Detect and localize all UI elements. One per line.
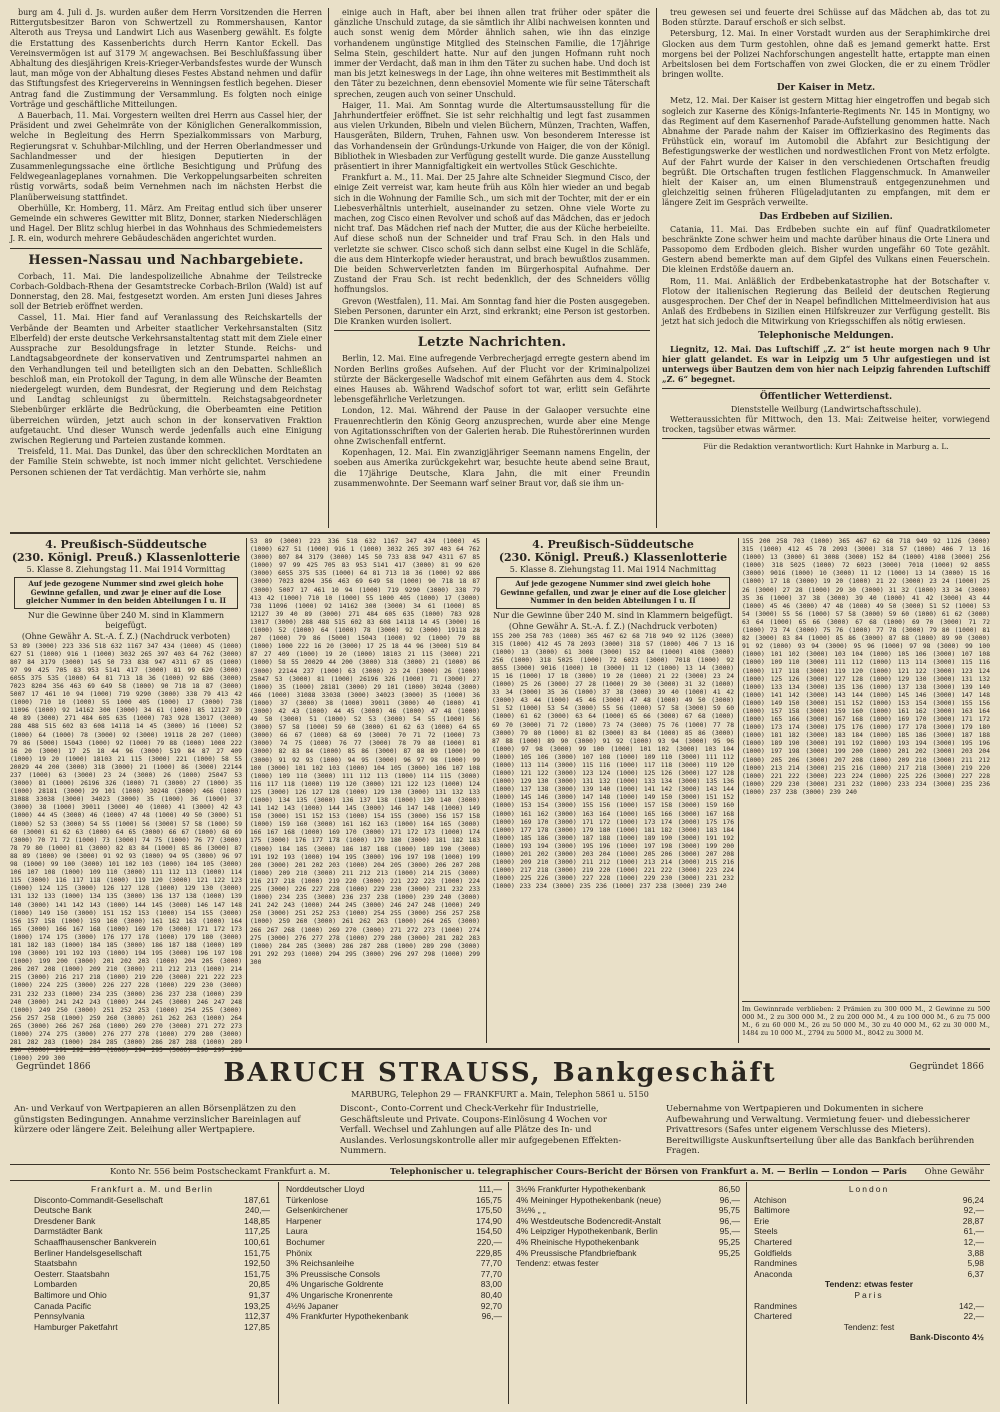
article-paragraph: London, 12. Mai. Während der Pause in der Galaoper versuchte eine Frauenrechtlerin den König Georg anzusprechen, wurde aber eine Menge von Agitationsschriften von der Galerien herab. Die Ruhestörerinnen wurden ohne Zwischenfall entfernt.: [334, 406, 650, 446]
column-divider: [656, 8, 657, 528]
quote-name: Tendenz: etwas fester: [516, 1258, 599, 1269]
quote-row: [516, 1195, 740, 1206]
column-2: [334, 8, 650, 528]
quote-value: 174,90: [476, 1215, 502, 1226]
lottery-right-col2: [742, 538, 990, 1043]
subheadline: Das Erdbeben auf Sizilien.: [759, 211, 893, 222]
bank-advertisement: [10, 1058, 990, 1100]
quote-value: 86,50: [718, 1184, 740, 1194]
lottery-left: [10, 538, 480, 1063]
quote-row: [286, 1195, 502, 1206]
quote-name: Laura: [286, 1226, 308, 1237]
quote-name: 4% Ungarische Goldrente: [286, 1279, 384, 1290]
quote-name: Erie: [754, 1215, 770, 1226]
article-paragraph: Liegnitz, 12. Mai. Das Luftschiff „Z. 2“ ist heute morgen nach 9 Uhr hier glatt gelandet. Es war in Leipzig um 5 Uhr aufgestiegen und ist unterwegs über Bautzen dem von hier nach Leipzig fahrenden Luftschiff „Z. 6“ begegnet.: [662, 343, 990, 385]
quote-name: 4% Rheinische Hypothekenbank: [516, 1236, 639, 1247]
quote-name: 3½% Frankfurter Hypothekenbank: [516, 1184, 646, 1194]
quote-value: 95,25: [718, 1247, 740, 1258]
quotes-london-paris: [754, 1184, 984, 1343]
quote-row: [286, 1184, 502, 1195]
lottery-drawing-info: 5. Klasse 8. Ziehungstag 11. Mai 1914 Vormittag: [26, 565, 226, 574]
quote-value: 127,85: [244, 1321, 270, 1332]
quote-value: 154,50: [476, 1226, 502, 1237]
quote-name: Randmines: [754, 1300, 797, 1311]
divider: [662, 388, 990, 389]
quote-row: [286, 1248, 502, 1259]
quote-name: 4% Westdeutsche Bodencredit-Anstalt: [516, 1215, 661, 1226]
article-paragraph: einige auch in Haft, aber bei ihnen allen trat früher oder später die gänzliche Unschuld zutage, da sie sämtlich ihr Alibi nachweisen konnten und auch sonst wenig dem Mörder ähnlich sahen, wie ihn das einzige vorhandenem ungünstige Mitglied des Steinschen Familie, die 17jährige Selma Stein, geschildert hatte. Nur auf den jungen Hofmann ruht noch immer der Verdacht, daß man in ihm den Täter zu suchen habe. Und doch ist man bis jetzt keineswegs in der Lage, ihn ohne weiteres mit Bestimmtheit als den Täter zu bezeichnen, denn ebensoviel Momente wie für seine Täterschaft sprechen, zeugen auch von seiner Unschuld.: [334, 8, 650, 99]
quote-value: 112,37: [244, 1311, 270, 1322]
quote-name: Anaconda: [754, 1268, 793, 1279]
founded-left: Gegründet 1866: [16, 1062, 91, 1072]
quote-row: [34, 1258, 270, 1269]
quotes-header: Frankfurt a. M. und Berlin: [91, 1184, 213, 1194]
column-divider: [508, 1182, 509, 1404]
divider: [662, 438, 990, 439]
quote-value: 187,61: [244, 1194, 270, 1205]
course-report-title: Telephonischer u. telegraphischer Cours-Bericht der Börsen von Frankfurt a. M. — Berlin — London — Paris: [390, 1167, 907, 1177]
quote-value: 12,—: [963, 1236, 984, 1247]
quote-name: Darmstädter Bank: [34, 1226, 103, 1237]
article-paragraph: Cassel, 11. Mai. Hier fand auf Veranlassung des Reichskartells der Verbände der Beamten und Arbeiter staatlicher Verkehrsanstalten (Sitz Elberfeld) der erste deutsche Verkehrsanstaltentag statt mit dem Ziele einer Aussprache zur Besoldungsfrage in letzter Stunde. Reichs- und Landtagsabgeordnete der konservativen und Zentrumspartei nahmen an den Verhandlungen teil und beteiligten sich an den Debatten. Schließlich beschloß man, ein Protokoll der Tagung, in dem alle Wünsche der Beamten niedergelegt wurden, dem Bundesrat, der Regierung und dem Reichstag und Landtag schleunigst zu übermitteln. Reichstagsabgeordneter Siebenbürger erklärte die Bedrückung, die Oberbeamten eine Petition überreichen würden, jetzt auch schon in der konservativen Fraktion aufgetaucht. Und dieser Wunsch werde jedenfalls auch eine Einigung zwischen Regierung und Parteien zustande kommen.: [10, 313, 322, 445]
quotes-list: [286, 1184, 502, 1322]
article-paragraph: Grevon (Westfalen), 11. Mai. Am Sonntag fand hier die Posten ausgegeben. Sieben Personen, darunter ein Arzt, sind erkrankt; eine Person ist gestorben. Die Kranken wurden isoliert.: [334, 296, 650, 327]
divider: [334, 330, 650, 331]
paris-header: Paris: [854, 1289, 884, 1300]
quote-name: Deutsche Bank: [34, 1205, 92, 1216]
quotes-list: [754, 1195, 984, 1280]
quote-value: 77,70: [480, 1258, 502, 1269]
quote-row: [34, 1322, 270, 1333]
quote-row: [286, 1269, 502, 1280]
quote-name: Türkenlose: [286, 1194, 329, 1205]
article-paragraph: treu gewesen sei und feuerte drei Schüsse auf das Mädchen ab, das tot zu Boden stürzte. Darauf erschoß er sich selbst.: [662, 8, 990, 28]
quote-name: 4% Ungarische Kronenrente: [286, 1289, 393, 1300]
lottery-numbers: 53 89 (3000) 223 336 518 632 1167 347 434 (1000) 45 (1000) 627 51 (1000) 916 1 (1000) 3032 265 397 403 64 762 (3000) 807 84 3179 (3000) 145 50 733 838 947 4311 67 85 (1000) 97 99 425 705 83 953 5141 417 (3000) 81 99 620 (3000) 6055 375 535 (1000) 64 81 713 18 36 (1000) 92 886 (3000) 7023 8204 356 463 69 649 58 (1000) 90 718 18 87 (3000) 5007 17 461 10 94 (1000) 719 9290 (3000) 338 79 413 42 (1000) 710 10 (1000) 55 1000 405 (1000) 17 (3000) 738 11096 (1000) 92 14162 300 (3000) 34 61 (1000) 85 12127 39 40 89 (3000) 271 484 605 635 (1000) 783 928 13017 (3000) 288 488 515 602 83 608 14118 14 45 (3000) 16 (1000) 52 (1000) 64 (1000) 78 (3000) 92 (3000) 19118 28 207 (1000) 79 86 (5000) 15043 (1000) 92 (1000) 79 88 (1000) 1000 222 16 20 (3000) 17 25 18 44 96 (3000) 519 84 87 27 409 (1000) 19 20 (1000) 18103 21 115 (3000) 221 (1000) 58 55 20029 44 200 (3000) 318 (3000) 21 (1000) 86 (3000) 22144 237 (1000) 63 (3000) 23 24 (3000) 26 (1000) 25047 53 (3000) 81 (1000) 26196 326 (1000) 71 (3000) 27 (1000) 35 (1000) 28181 (3000) 29 101 (1000) 30248 (3000) 466 (1000) 31088 33038 (3000) 34023 (3000) 35 (1000) 36 (1000) 37 (3000) 38 (1000) 39011 (3000) 40 (1000) 41 (3000) 42 43 (1000) 44 45 (3000) 46 (1000) 47 48 (1000) 49 50 (3000) 51 (1000) 52 53 (3000) 54 55 (1000) 56 (3000) 57 58 (1000) 59 60 (3000) 61 62 63 (1000) 64 65 (3000) 66 67 (1000) 68 69 (3000) 70 71 72 (1000) 73 (3000) 74 75 (1000) 76 77 (3000) 78 79 80 (1000) 81 (3000) 82 83 84 (1000) 85 86 (3000) 87 88 89 (1000) 90 (3000) 91 92 93 (1000) 94 95 (3000) 96 97 98 (1000) 99 100 (3000) 101 102 103 (1000) 104 105 (3000) 106 107 108 (1000) 109 110 (3000) 111 112 113 (1000) 114 115 (3000) 116 117 118 (1000) 119 120 (3000) 121 122 123 (1000) 124 125 (3000) 126 127 128 (1000) 129 130 (3000) 131 132 133 (1000) 134 135 (3000) 136 137 138 (1000) 139 140 (3000) 141 142 143 (1000) 144 145 (3000) 146 147 148 (1000) 149 150 (3000) 151 152 153 (1000) 154 155 (3000) 156 157 158 (1000) 159 160 (3000) 161 162 163 (1000) 164 165 (3000) 166 167 168 (1000) 169 170 (3000) 171 172 173 (1000) 174 175 (3000) 176 177 178 (1000) 179 180 (3000) 181 182 183 (1000) 184 185 (3000) 186 187 188 (1000) 189 190 (3000) 191 192 193 (1000) 194 195 (3000) 196 197 198 (1000) 199 200 (3000) 201 202 203 (1000) 204 205 (3000) 206 207 208 (1000) 209 210 (3000) 211 212 213 (1000) 214 215 (3000) 216 217 218 (1000) 219 220 (3000) 221 222 223 (1000) 224 225 (3000) 226 227 228 (1000) 229 230 (3000) 231 232 233 (1000) 234 235 (3000) 236 237 238 (1000) 239 240 (3000) 241 242 243 (1000) 244 245 (3000) 246 247 248 (1000) 249 250 (3000) 251 252 253 (1000) 254 255 (3000) 256 257 258 (1000) 259 260 (3000) 261 262 263 (1000) 264 265 (3000) 266 267 268 (1000) 269 270 (3000) 271 272 273 (1000) 274 275 (3000) 276 277 278 (1000) 279 280 (3000) 281 282 283 (1000) 284 285 (3000) 286 287 288 (1000) 289 290 (3000) 291 292 293 (1000) 294 295 (3000) 296 297 298 (1000) 299 300: [10, 642, 242, 1063]
quote-name: 3% Preussische Consols: [286, 1268, 381, 1279]
column-divider: [738, 538, 739, 1043]
quote-name: Lombarden: [34, 1279, 78, 1290]
quote-row: [754, 1269, 984, 1280]
divider: [10, 1164, 990, 1165]
subheadline: Telephonische Meldungen.: [758, 330, 894, 341]
quote-value: 240,—: [244, 1205, 270, 1216]
lottery-notice-box: Auf jede gezogene Nummer sind zwei gleich hohe Gewinne gefallen, und zwar je einer auf die Lose gleicher Nummer in den beiden Abteilungen I u. II: [496, 577, 730, 609]
quote-name: Canada Pacific: [34, 1300, 92, 1311]
quote-row: [754, 1195, 984, 1206]
article-paragraph: burg am 4. Juli d. Js. wurden außer dem Herrn Vorsitzenden die Herren Rittergutsbesitzer Baron von Schwertzell zu Rommershausen, Kantor Alteroth aus Treysa und Landwirt Lich aus Wasenberg gewählt. Es folgte die Erstattung des Kassenberichts durch Herrn Kantor Eckell. Das Vereinsvermögen ist auf 3179 ℳ angewachsen. Bei Beschlußfassung über Abhaltung des diesjährigen Kreis-Krieger-Verbandsfestes wurde der Wunsch laut, man möge von der Abhaltung dieses Festes Abstand nehmen und dafür das Stiftungsfest des Kriegervereins in Wenningsen festlich begehen. Dieser Antrag fand die Zustimmung der Versammlung. Es folgten noch einige Vorträge und geschäftliche Mitteilungen.: [10, 8, 322, 109]
quote-row: [286, 1311, 502, 1322]
quote-value: 192,50: [244, 1258, 270, 1269]
lottery-right: [492, 538, 990, 1043]
column-divider: [278, 1182, 279, 1404]
quote-name: 4% Leipziger Hypothekenbank, Berlin: [516, 1226, 658, 1237]
divider: [742, 1001, 990, 1002]
quote-row: [34, 1290, 270, 1301]
quote-value: 142,—: [958, 1300, 984, 1311]
column-1: [10, 8, 322, 528]
quote-row: [286, 1290, 502, 1301]
quote-value: 151,75: [244, 1268, 270, 1279]
quote-row: [286, 1237, 502, 1248]
quote-value: 95,—: [719, 1226, 740, 1237]
quote-name: Disconto-Commandit-Gesellschaft: [34, 1194, 163, 1205]
bank-name: BARUCH STRAUSS, Bankgeschäft: [223, 1058, 777, 1088]
quote-row: [754, 1226, 984, 1237]
quote-value: 95,75: [718, 1205, 740, 1216]
article-paragraph: Oberhülle, Kr. Homberg, 11. März. Am Freitag entlud sich über unserer Gemeinde ein schweres Gewitter mit Blitz, Donner, starken Niederschlägen und Hagel. Der Blitz schlug hierbei in das Wohnhaus des Schmiedemeisters J. R. ein, wodurch mehrere Gebäudeschäden angerichtet wurden.: [10, 203, 322, 244]
lottery-remaining-prizes: Im Gewinnrade verblieben: 2 Prämien zu 300 000 M., 2 Gewinne zu 500 000 M., 2 zu 300 000 M., 2 zu 200 000 M., 4 zu 100 000 M., 6 zu 75 000 M., 6 zu 60 000 M., 26 zu 50 000 M., 30 zu 40 000 M., 62 zu 30 000 M., 1484 zu 10 000 M., 2794 zu 5000 M., 8042 zu 3000 M.: [742, 1005, 990, 1037]
editor-credit: Für die Redaktion verantwortlich: Kurt Hahnke in Marburg a. L.: [703, 442, 949, 452]
quote-value: 6,37: [967, 1268, 984, 1279]
quote-name: Oesterr. Staatsbahn: [34, 1268, 110, 1279]
quotes-list: [516, 1184, 740, 1269]
article-paragraph: Berlin, 12. Mai. Eine aufregende Verbrecherjagd erregte gestern abend im Norden Berlins großes Aufsehen. Auf der Flucht vor der Kriminalpolizei stürzte der Bäckergeselle Wadschof mit einem Gefährten aus dem 4. Stock eines Hauses ab. Während Wadschof sofort tot war, erlitt sein Gefährte lebensgefährliche Verletzungen.: [334, 354, 650, 405]
quote-row: [34, 1216, 270, 1227]
quote-row: [516, 1184, 740, 1195]
quotes-list: [34, 1195, 270, 1333]
lottery-numbers-continued: 155 200 258 703 (1000) 365 467 62 68 718 949 92 1126 (3000) 315 (1000) 412 45 78 2093 (3000) 318 57 (1000) 406 7 13 16 (1000) 13 (3000) 61 3008 (3000) 152 84 (1000) 4108 (3000) 256 (1000) 318 5025 (1000) 72 6023 (3000) 7018 (1000) 92 8055 (3000) 9016 (1000) 10 (3000) 11 12 (1000) 13 14 (3000) 15 16 (1000) 17 18 (3000) 19 20 (1000) 21 22 (3000) 23 24 (1000) 25 26 (3000) 27 28 (1000) 29 30 (3000) 31 32 (1000) 33 34 (3000) 35 36 (1000) 37 38 (3000) 39 40 (1000) 41 42 (3000) 43 44 (1000) 45 46 (3000) 47 48 (1000) 49 50 (3000) 51 52 (1000) 53 54 (3000) 55 56 (1000) 57 58 (3000) 59 60 (1000) 61 62 (3000) 63 64 (1000) 65 66 (3000) 67 68 (1000) 69 70 (3000) 71 72 (1000) 73 74 (3000) 75 76 (1000) 77 78 (3000) 79 80 (1000) 81 82 (3000) 83 84 (1000) 85 86 (3000) 87 88 (1000) 89 90 (3000) 91 92 (1000) 93 94 (3000) 95 96 (1000) 97 98 (3000) 99 100 (1000) 101 102 (3000) 103 104 (1000) 105 106 (3000) 107 108 (1000) 109 110 (3000) 111 112 (1000) 113 114 (3000) 115 116 (1000) 117 118 (3000) 119 120 (1000) 121 122 (3000) 123 124 (1000) 125 126 (3000) 127 128 (1000) 129 130 (3000) 131 132 (1000) 133 134 (3000) 135 136 (1000) 137 138 (3000) 139 140 (1000) 141 142 (3000) 143 144 (1000) 145 146 (3000) 147 148 (1000) 149 150 (3000) 151 152 (1000) 153 154 (3000) 155 156 (1000) 157 158 (3000) 159 160 (1000) 161 162 (3000) 163 164 (1000) 165 166 (3000) 167 168 (1000) 169 170 (3000) 171 172 (1000) 173 174 (3000) 175 176 (1000) 177 178 (3000) 179 180 (1000) 181 182 (3000) 183 184 (1000) 185 186 (3000) 187 188 (1000) 189 190 (3000) 191 192 (1000) 193 194 (3000) 195 196 (1000) 197 198 (3000) 199 200 (1000) 201 202 (3000) 203 204 (1000) 205 206 (3000) 207 208 (1000) 209 210 (3000) 211 212 (1000) 213 214 (3000) 215 216 (1000) 217 218 (3000) 219 220 (1000) 221 222 (3000) 223 224 (1000) 225 226 (3000) 227 228 (1000) 229 230 (3000) 231 232 (1000) 233 234 (3000) 235 236 (1000) 237 238 (3000) 239 240: [742, 538, 990, 796]
quote-name: Harpener: [286, 1215, 322, 1226]
bank-location: MARBURG, Telephon 29 — FRANKFURT a. Main, Telephon 5861 u. 5150: [351, 1090, 649, 1099]
quote-row: [754, 1248, 984, 1259]
quote-value: 5,98: [967, 1258, 984, 1269]
article-paragraph: Corbach, 11. Mai. Die landespolizeiliche Abnahme der Teilstrecke Corbach-Goldbach-Rhena der Gesamtstrecke Corbach-Brilon (Wald) ist auf Donnerstag, den 28. Mai, festgesetzt worden. Am ersten Juni dieses Jahres soll der Betrieb eröffnet werden.: [10, 271, 322, 312]
quote-row: [34, 1237, 270, 1248]
lottery-right-header-col: [492, 538, 734, 1043]
lottery-title: 4. Preußisch-Süddeutsche: [532, 538, 694, 551]
lottery-notice-box: Auf jede gezogene Nummer sind zwei gleich hohe Gewinne gefallen, und zwar je einer auf die Lose gleicher Nummer in den beiden Abteilungen I u. II: [14, 577, 238, 609]
article-paragraph: Catania, 11. Mai. Das Erdbeben suchte ein auf fünf Quadratkilometer beschränkte Zone schwer heim und machte darüber hinaus die Orte Linera und Passopomo dem Erdboden gleich. Bisher wurden ungefähr 60 Tote gezählt. Gestern abend bemerkte man auf dem Gipfel des Vulkans einen Feuerschein. Die kleinen Erdstöße dauern an.: [662, 224, 990, 275]
quote-value: 28,87: [962, 1215, 984, 1226]
quote-name: Bochumer: [286, 1236, 325, 1247]
postcheck-account: Konto Nr. 556 beim Postscheckamt Frankfurt a. M.: [110, 1167, 331, 1177]
quote-value: 20,85: [248, 1279, 270, 1290]
paris-tendency: Tendenz: fest: [843, 1321, 895, 1332]
founded-right: Gegründet 1866: [909, 1062, 984, 1072]
lottery-drawing-info: 5. Klasse 8. Ziehungstag 11. Mai 1914 Nachmittag: [509, 565, 717, 574]
quote-row: [34, 1226, 270, 1237]
column-divider: [246, 538, 247, 1043]
quote-row: [34, 1248, 270, 1259]
quote-row: [754, 1237, 984, 1248]
quote-value: 91,37: [248, 1289, 270, 1300]
quote-name: Chartered: [754, 1311, 792, 1322]
article-paragraph: Treisfeld, 11. Mai. Das Dunkel, das über den schrecklichen Mordtaten an der Familie Stein schwebte, ist noch immer nicht gelichtet. Verschiedene Personen schienen der Tat verdächtig. Man verhörte sie, nahm: [10, 447, 322, 477]
section-divider: [10, 532, 990, 534]
bank-discount: Bank-Disconto 4½: [909, 1332, 984, 1343]
quote-value: 96,24: [962, 1194, 984, 1205]
quote-name: 4% Meininger Hypothekenbank (neue): [516, 1194, 662, 1205]
quote-name: Hamburger Paketfahrt: [34, 1321, 118, 1332]
bank-services-right: Uebernahme von Wertpapieren und Dokumenten in sichere Aufbewahrung und Verwaltung. Vermietung feuer- und diebessicherer Privattresors (Safes unter eigenem Verschlusse des Mieters). Bereitwilligste Auskunftserteilung über alle das Bankfach berührenden Fragen.: [666, 1104, 975, 1156]
quote-row: [286, 1301, 502, 1312]
quote-value: 175,50: [476, 1205, 502, 1216]
bank-services-left: An- und Verkauf von Wertpapieren an allen Börsenplätzen zu den günstigsten Bedingungen. Annahme verzinslicher Bareinlagen auf kürzere oder längere Zeit. Beleihung aller Wertpapiere.: [14, 1104, 301, 1135]
lottery-note: Nur die Gewinne über 240 M. sind in Klammern beigefügt.: [28, 610, 224, 630]
quote-name: Baltimore und Ohio: [34, 1289, 107, 1300]
section-divider: [10, 1048, 990, 1050]
article-paragraph: Petersburg, 12. Mai. In einer Vorstadt wurden aus der Seraphimkirche drei Glocken aus dem Turm gestohlen, ohne daß es jemand gemerkt hatte. Erst morgens bei der Polizei Nachforschungen angestellt hatte, ertappte man einen Arbeitslosen bei dem Fortschaffen von zwei Glocken, die er zu einem Trödler bringen wollte.: [662, 29, 990, 80]
lottery-left-header-col: [10, 538, 242, 1063]
quote-value: 96,—: [481, 1311, 502, 1322]
weather-forecast: Wetteraussichten für Mittwoch, den 13. Mai: Zeitweise heiter, vorwiegend trocken, tagsüber etwas wärmer.: [662, 414, 990, 434]
article-paragraph: Haiger, 11. Mai. Am Sonntag wurde die Altertumsausstellung für die Jahrhundertfeier eröffnet. Sie ist sehr reichhaltig und legt fast zusammen aus vielen Urkunden, Bibeln und vielen Büchern, Münzen, Trachten, Waffen, Hausgeräten, Bildern, Truhen, Fahnen usw. Von besonderem Interesse ist das Vorhandensein der Gründungs-Urkunde von Haiger, die von der Königl. Bibliothek in Wiesbaden zur Verfügung gestellt wurde. Die ganze Ausstellung präsentiert in ihrer Mannigfaltigkeit ein wertvolles Stück Geschichte.: [334, 100, 650, 172]
lottery-note: Nur die Gewinne über 240 M. sind in Klammern beigefügt.: [493, 610, 733, 620]
quote-name: Randmines: [754, 1258, 797, 1269]
quote-value: 229,85: [476, 1247, 502, 1258]
quote-row: [34, 1269, 270, 1280]
quote-value: 77,70: [480, 1268, 502, 1279]
quote-name: Pennsylvania: [34, 1311, 85, 1322]
lottery-numbers-continued: 53 89 (3000) 223 336 518 632 1167 347 434 (1000) 45 (1000) 627 51 (1000) 916 1 (1000) 3032 265 397 403 64 762 (3000) 807 84 3179 (3000) 145 50 733 838 947 4311 67 85 (1000) 97 99 425 705 83 953 5141 417 (3000) 81 99 620 (3000) 6055 375 535 (1000) 64 81 713 18 36 (1000) 92 886 (3000) 7023 8204 356 463 69 649 58 (1000) 90 718 18 87 (3000) 5007 17 461 10 94 (1000) 719 9290 (3000) 338 79 413 42 (1000) 710 10 (1000) 55 1000 405 (1000) 17 (3000) 738 11096 (1000) 92 14162 300 (3000) 34 61 (1000) 85 12127 39 40 89 (3000) 271 484 605 635 (1000) 783 928 13017 (3000) 288 488 515 602 83 608 14118 14 45 (3000) 16 (1000) 52 (1000) 64 (1000) 78 (3000) 92 (3000) 19118 28 207 (1000) 79 86 (5000) 15043 (1000) 92 (1000) 79 88 (1000) 1000 222 16 20 (3000) 17 25 18 44 96 (3000) 519 84 87 27 409 (1000) 19 20 (1000) 18103 21 115 (3000) 221 (1000) 58 55 20029 44 200 (3000) 318 (3000) 21 (1000) 86 (3000) 22144 237 (1000) 63 (3000) 23 24 (3000) 26 (1000) 25047 53 (3000) 81 (1000) 26196 326 (1000) 71 (3000) 27 (1000) 35 (1000) 28181 (3000) 29 101 (1000) 30248 (3000) 466 (1000) 31088 33038 (3000) 34023 (3000) 35 (1000) 36 (1000) 37 (3000) 38 (1000) 39011 (3000) 40 (1000) 41 (3000) 42 43 (1000) 44 45 (3000) 46 (1000) 47 48 (1000) 49 50 (3000) 51 (1000) 52 53 (3000) 54 55 (1000) 56 (3000) 57 58 (1000) 59 60 (3000) 61 62 63 (1000) 64 65 (3000) 66 67 (1000) 68 69 (3000) 70 71 72 (1000) 73 (3000) 74 75 (1000) 76 77 (3000) 78 79 80 (1000) 81 (3000) 82 83 84 (1000) 85 86 (3000) 87 88 89 (1000) 90 (3000) 91 92 93 (1000) 94 95 (3000) 96 97 98 (1000) 99 100 (3000) 101 102 103 (1000) 104 105 (3000) 106 107 108 (1000) 109 110 (3000) 111 112 113 (1000) 114 115 (3000) 116 117 118 (1000) 119 120 (3000) 121 122 123 (1000) 124 125 (3000) 126 127 128 (1000) 129 130 (3000) 131 132 133 (1000) 134 135 (3000) 136 137 138 (1000) 139 140 (3000) 141 142 143 (1000) 144 145 (3000) 146 147 148 (1000) 149 150 (3000) 151 152 153 (1000) 154 155 (3000) 156 157 158 (1000) 159 160 (3000) 161 162 163 (1000) 164 165 (3000) 166 167 168 (1000) 169 170 (3000) 171 172 173 (1000) 174 175 (3000) 176 177 178 (1000) 179 180 (3000) 181 182 183 (1000) 184 185 (3000) 186 187 188 (1000) 189 190 (3000) 191 192 193 (1000) 194 195 (3000) 196 197 198 (1000) 199 200 (3000) 201 202 203 (1000) 204 205 (3000) 206 207 208 (1000) 209 210 (3000) 211 212 213 (1000) 214 215 (3000) 216 217 218 (1000) 219 220 (3000) 221 222 223 (1000) 224 225 (3000) 226 227 228 (1000) 229 230 (3000) 231 232 233 (1000) 234 235 (3000) 236 237 238 (1000) 239 240 (3000) 241 242 243 (1000) 244 245 (3000) 246 247 248 (1000) 249 250 (3000) 251 252 253 (1000) 254 255 (3000) 256 257 258 (1000) 259 260 (3000) 261 262 263 (1000) 264 265 (3000) 266 267 268 (1000) 269 270 (3000) 271 272 273 (1000) 274 275 (3000) 276 277 278 (1000) 279 280 (3000) 281 282 283 (1000) 284 285 (3000) 286 287 288 (1000) 289 290 (3000) 291 292 293 (1000) 294 295 (3000) 296 297 298 (1000) 299 300: [250, 538, 480, 966]
quote-row: [34, 1205, 270, 1216]
divider: [10, 1180, 990, 1181]
lottery-note: (Ohne Gewähr A. St.-A. f. Z.) (Nachdruck verboten): [21, 631, 231, 641]
quote-row: [516, 1226, 740, 1237]
quote-value: 193,25: [244, 1300, 270, 1311]
quote-value: 80,40: [480, 1289, 502, 1300]
lottery-subtitle: (230. Königl. Preuß.) Klassenlotterie: [11, 551, 241, 564]
quote-name: Staatsbahn: [34, 1258, 78, 1269]
quote-row: [516, 1216, 740, 1227]
quote-row: [286, 1205, 502, 1216]
quote-value: 92,70: [480, 1300, 502, 1311]
article-paragraph: Δ Bauerbach, 11. Mai. Vorgestern weilten drei Herrn aus Cassel hier, der Präsident und zwei Geheimräte von der Königlichen Generalkommission, welche in Begleitung des Herrn Spezialkommissars von Marburg, Regierungsrat v. Schuhbar-Milchling, und der Herren Oberlandmesser und Sachlandmesser und der hiesigen Deputierten in der Zusammenlegungssache eine örtliche Besichtigung und Prüfung des Feldwegeanlageplanes vornahmen. Die Verkoppelungsarbeiten schreiten rüstig vorwärts, sodaß beim Vernehmen nach im nächsten Herbst die Planüberweisung stattfindet.: [10, 111, 322, 202]
weather-station: Dienststelle Weilburg (Landwirtschaftsschule).: [730, 404, 922, 414]
lottery-subtitle: (230. Königl. Preuß.) Klassenlotterie: [498, 551, 728, 564]
column-3: [662, 8, 990, 528]
quote-row: [754, 1216, 984, 1227]
quote-value: 95,25: [718, 1236, 740, 1247]
quote-value: 3,88: [967, 1247, 984, 1258]
article-paragraph: Metz, 12. Mai. Der Kaiser ist gestern Mittag hier eingetroffen und begab sich sogleich zur Kaserne des Königs-Infanterie-Regiments Nr. 145 in Montigny, wo das Regiment auf dem Kasernenhof Parade-Aufstellung genommen hatte. Nach Abnahme der Parade nahm der Kaiser im Offizierkasino des Regiments das Frühstück ein, worauf im Automobil die Abfahrt zur Besichtigung der Befestigungswerke der westlichen und nordwestlichen Front von Metz erfolgte. Auf der Fahrt wurde der Kaiser in den verschiedenen Ortschaften freudig begrüßt. Die Ortschaften trugen festlichen Flaggenschmuck. In Amanweiler hielt der Kaiser an, um einen Blumenstrauß entgegenzunehmen und gleichzeitig seinen früheren Flügeladjutanten zu empfangen, mit dem er längere Zeit im Gespräch verweilte.: [662, 96, 990, 208]
london-header: London: [848, 1184, 890, 1194]
quote-row: [754, 1311, 984, 1322]
section-headline: Letzte Nachrichten.: [417, 335, 567, 351]
quotes-frankfurt-berlin: [34, 1184, 270, 1332]
quote-row: [286, 1279, 502, 1290]
quote-value: 111,—: [478, 1184, 502, 1194]
quote-value: 117,25: [244, 1226, 270, 1237]
quote-name: 4% Preussische Pfandbriefbank: [516, 1247, 637, 1258]
article-paragraph: Rom, 11. Mai. Anläßlich der Erdbebenkatastrophe hat der Botschafter v. Flotow der italienischen Regierung das Beileid der deutschen Regierung ausgesprochen. Der Chef der in Neapel befindlichen Mittelmeerdivision hat aus Anlaß des Erdbebens in Sizilien einen Hilfskreuzer zur Verfügung gestellt. Bis jetzt hat sich jedoch die Mitwirkung von Kriegsschiffen als nötig erwiesen.: [662, 276, 990, 327]
quote-row: [286, 1216, 502, 1227]
divider: [10, 248, 322, 249]
column-divider: [746, 1182, 747, 1404]
quote-name: Phönix: [286, 1247, 312, 1258]
quote-name: Norddeutscher Lloyd: [286, 1184, 365, 1194]
quote-row: [34, 1301, 270, 1312]
quote-row: [516, 1205, 740, 1216]
quote-name: 3% Reichsanleihe: [286, 1258, 355, 1269]
no-guarantee: Ohne Gewähr: [924, 1167, 984, 1177]
quote-name: 4½% Japaner: [286, 1300, 339, 1311]
quote-value: 165,75: [476, 1194, 502, 1205]
lottery-note: (Ohne Gewähr A. St.-A. f. Z.) (Nachdruck verboten): [508, 621, 718, 631]
quote-row: [516, 1248, 740, 1259]
quotes-shares-bonds: [286, 1184, 502, 1322]
quote-name: Berliner Handelsgesellschaft: [34, 1247, 142, 1258]
quote-value: 151,75: [244, 1247, 270, 1258]
quote-row: [516, 1258, 740, 1269]
quote-row: [34, 1311, 270, 1322]
quote-value: 96,—: [719, 1194, 740, 1205]
section-headline: Hessen-Nassau und Nachbargebiete.: [28, 252, 304, 268]
bank-services-middle: Discont-, Conto-Corrent und Check-Verkehr für Industrielle, Geschäftsleute und Private. Coupons-Einlösung 4 Wochen vor Verfall. Wechsel und Zahlungen auf alle Plätze des In- und Auslandes. Verlosungskontrolle aller mir aufgegebenen Effekten-Nummern.: [340, 1104, 622, 1156]
quote-row: [34, 1195, 270, 1206]
quote-name: Baltimore: [754, 1205, 790, 1216]
subheadline: Öffentlicher Wetterdienst.: [759, 391, 893, 402]
quote-value: 83,00: [480, 1279, 502, 1290]
quote-value: 92,—: [963, 1205, 984, 1216]
quotes-list: [754, 1301, 984, 1322]
quote-row: [286, 1226, 502, 1237]
quote-name: Goldfields: [754, 1247, 792, 1258]
subheadline: Der Kaiser in Metz.: [776, 83, 876, 94]
column-divider: [328, 8, 329, 528]
article-paragraph: Frankfurt a. M., 11. Mai. Der 25 Jahre alte Schneider Siegmund Cisco, der einige Zeit verreist war, kam heute früh aus Köln hier wieder an und begab sich in die Wohnung der Familie Sch., um sich mit der Tochter, mit der er ein Liebesverhältnis unterhielt, auseinander zu setzen. Ohne viele Worte zu machen, zog Cisco einen Revolver und schoß auf das Mädchen, das er jedoch nicht traf. Das Mädchen rief nach der Mutter, die aus der Küche herbeieilte. Auf diese schoß nun der Schneider und traf Frau Sch. in den Hals und verletzte sie schwer. Cisco schoß sich dann selbst eine Kugel in die Schläfe, die aus dem Hinterkopfe wieder heraustrat, und brach bewußtlos zusammen. Die beiden Schwerverletzten fanden im Bürgerhospital Aufnahme. Der Zustand der Frau Sch. ist recht bedenklich, der des Schneiders völlig hoffnungslos.: [334, 173, 650, 295]
quote-value: 100,61: [244, 1236, 270, 1247]
quote-name: Steels: [754, 1226, 778, 1237]
quotes-mortgage-banks: [516, 1184, 740, 1269]
quote-row: [516, 1237, 740, 1248]
article-paragraph: Kopenhagen, 12. Mai. Ein zwanzigjähriger Seemann namens Engelin, der soeben aus Amerika zurückgekehrt war, besuchte heute abend seine Braut, die 17jährige Deutsche, Klara Jahn, die mit einer Freundin zusammenwohnte. Der Seemann warf seiner Braut vor, daß sie ihm un-: [334, 448, 650, 488]
quote-row: [286, 1258, 502, 1269]
quote-name: Dresdener Bank: [34, 1215, 96, 1226]
quote-value: 61,—: [963, 1226, 984, 1237]
quote-name: 3½% „ „: [516, 1205, 546, 1216]
quote-value: 96,—: [719, 1215, 740, 1226]
quote-value: 148,85: [244, 1215, 270, 1226]
quote-row: [34, 1279, 270, 1290]
quote-name: Gelsenkirchener: [286, 1205, 348, 1216]
quote-name: Chartered: [754, 1236, 792, 1247]
newspaper-page: [10, 8, 990, 1408]
quote-row: [754, 1258, 984, 1269]
lottery-numbers: 155 200 258 703 (1000) 365 467 62 68 718 949 92 1126 (3000) 315 (1000) 412 45 78 2093 (3000) 318 57 (1000) 406 7 13 16 (1000) 13 (3000) 61 3008 (3000) 152 84 (1000) 4108 (3000) 256 (1000) 318 5025 (1000) 72 6023 (3000) 7018 (1000) 92 8055 (3000) 9016 (1000) 10 (3000) 11 12 (1000) 13 14 (3000) 15 16 (1000) 17 18 (3000) 19 20 (1000) 21 22 (3000) 23 24 (1000) 25 26 (3000) 27 28 (1000) 29 30 (3000) 31 32 (1000) 33 34 (3000) 35 36 (1000) 37 38 (3000) 39 40 (1000) 41 42 (3000) 43 44 (1000) 45 46 (3000) 47 48 (1000) 49 50 (3000) 51 52 (1000) 53 54 (3000) 55 56 (1000) 57 58 (3000) 59 60 (1000) 61 62 (3000) 63 64 (1000) 65 66 (3000) 67 68 (1000) 69 70 (3000) 71 72 (1000) 73 74 (3000) 75 76 (1000) 77 78 (3000) 79 80 (1000) 81 82 (3000) 83 84 (1000) 85 86 (3000) 87 88 (1000) 89 90 (3000) 91 92 (1000) 93 94 (3000) 95 96 (1000) 97 98 (3000) 99 100 (1000) 101 102 (3000) 103 104 (1000) 105 106 (3000) 107 108 (1000) 109 110 (3000) 111 112 (1000) 113 114 (3000) 115 116 (1000) 117 118 (3000) 119 120 (1000) 121 122 (3000) 123 124 (1000) 125 126 (3000) 127 128 (1000) 129 130 (3000) 131 132 (1000) 133 134 (3000) 135 136 (1000) 137 138 (3000) 139 140 (1000) 141 142 (3000) 143 144 (1000) 145 146 (3000) 147 148 (1000) 149 150 (3000) 151 152 (1000) 153 154 (3000) 155 156 (1000) 157 158 (3000) 159 160 (1000) 161 162 (3000) 163 164 (1000) 165 166 (3000) 167 168 (1000) 169 170 (3000) 171 172 (1000) 173 174 (3000) 175 176 (1000) 177 178 (3000) 179 180 (1000) 181 182 (3000) 183 184 (1000) 185 186 (3000) 187 188 (1000) 189 190 (3000) 191 192 (1000) 193 194 (3000) 195 196 (1000) 197 198 (3000) 199 200 (1000) 201 202 (3000) 203 204 (1000) 205 206 (3000) 207 208 (1000) 209 210 (3000) 211 212 (1000) 213 214 (3000) 215 216 (1000) 217 218 (3000) 219 220 (1000) 221 222 (3000) 223 224 (1000) 225 226 (3000) 227 228 (1000) 229 230 (3000) 231 232 (1000) 233 234 (3000) 235 236 (1000) 237 238 (3000) 239 240: [492, 632, 734, 891]
lottery-title: 4. Preußisch-Süddeutsche: [45, 538, 207, 551]
quote-value: 22,—: [963, 1311, 984, 1322]
quote-name: Atchison: [754, 1194, 787, 1205]
quote-row: [754, 1301, 984, 1312]
quote-name: 4% Frankfurter Hypothekenbank: [286, 1311, 409, 1322]
london-tendency: Tendenz: etwas fester: [824, 1279, 914, 1290]
quote-name: Schaaffhausenscher Bankverein: [34, 1236, 157, 1247]
column-divider: [486, 538, 487, 1043]
quote-value: 220,—: [476, 1236, 502, 1247]
quote-row: [754, 1205, 984, 1216]
